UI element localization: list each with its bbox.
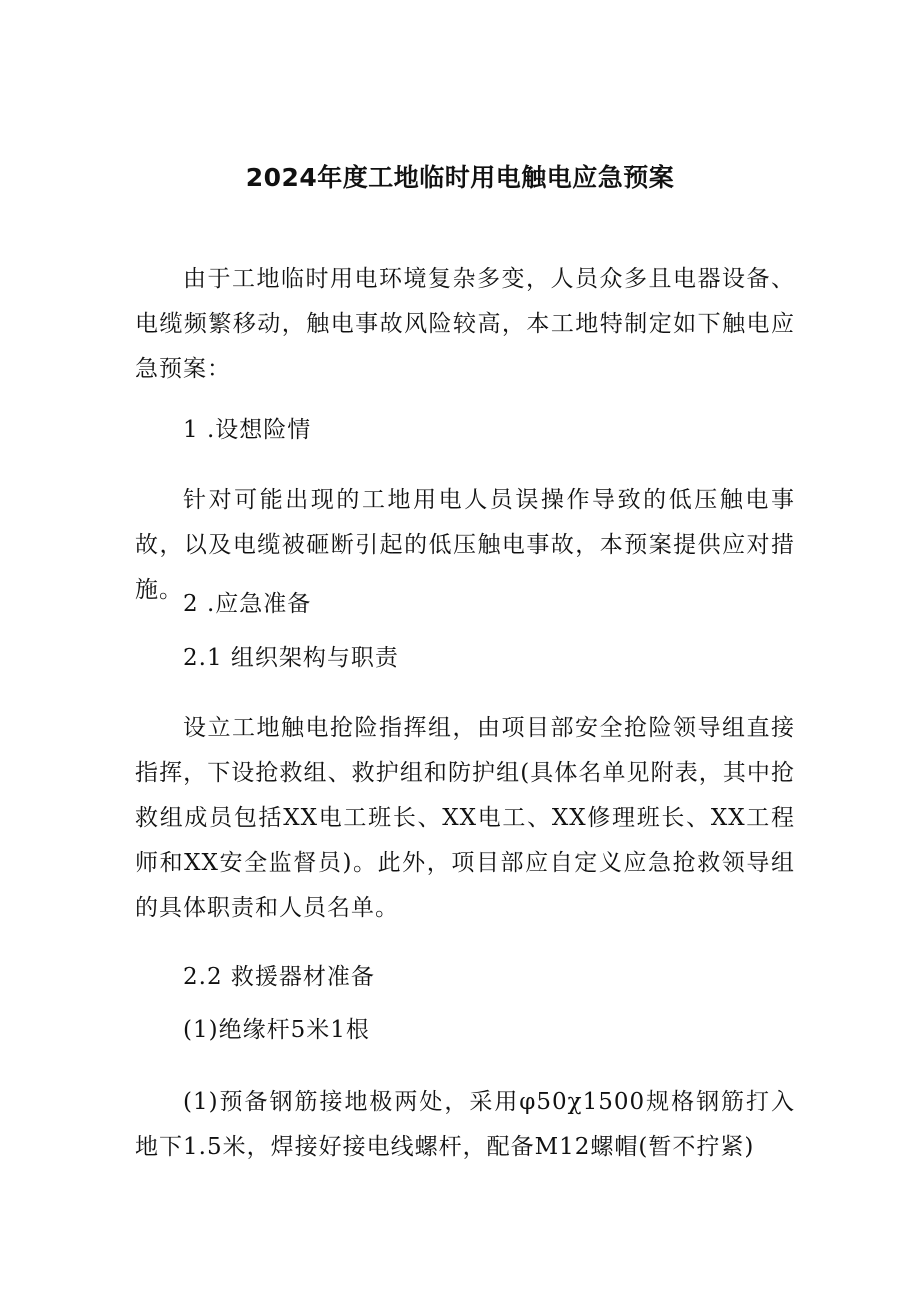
subsection-2-1-heading: 2.1 组织架构与职责 [183,645,399,671]
intro-paragraph: 由于工地临时用电环境复杂多变，人员众多且电器设备、电缆频繁移动，触电事故风险较高，本工地特制定如下触电应急预案： [135,266,795,382]
subsection-2-2-heading: 2.2 救援器材准备 [183,964,375,990]
section-1-paragraph: 针对可能出现的工地用电人员误操作导致的低压触电事故，以及电缆被砸断引起的低压触电事故，本预案提供应对措施。 [135,487,795,603]
section-2-heading: 2 .应急准备 [183,591,312,617]
subsection-2-1-paragraph: 设立工地触电抢险指挥组，由项目部安全抢险领导组直接指挥，下设抢救组、救护组和防护组(具体名单见附表，其中抢救组成员包括XX电工班长、XX电工、XX修理班长、XX工程师和XX安全监督员)。此外，项目部应自定义应急抢救领导组的具体职责和人员名单。 [135,715,795,921]
document-title: 2024年度工地临时用电触电应急预案 [245,163,675,192]
equipment-item-2: (1)预备钢筋接地极两处，采用φ50χ1500规格钢筋打入地下1.5米，焊接好接电线螺杆，配备M12螺帽(暂不拧紧) [135,1089,795,1160]
equipment-item-1: (1)绝缘杆5米1根 [183,1017,370,1043]
section-1-heading: 1 .设想险情 [183,417,312,443]
